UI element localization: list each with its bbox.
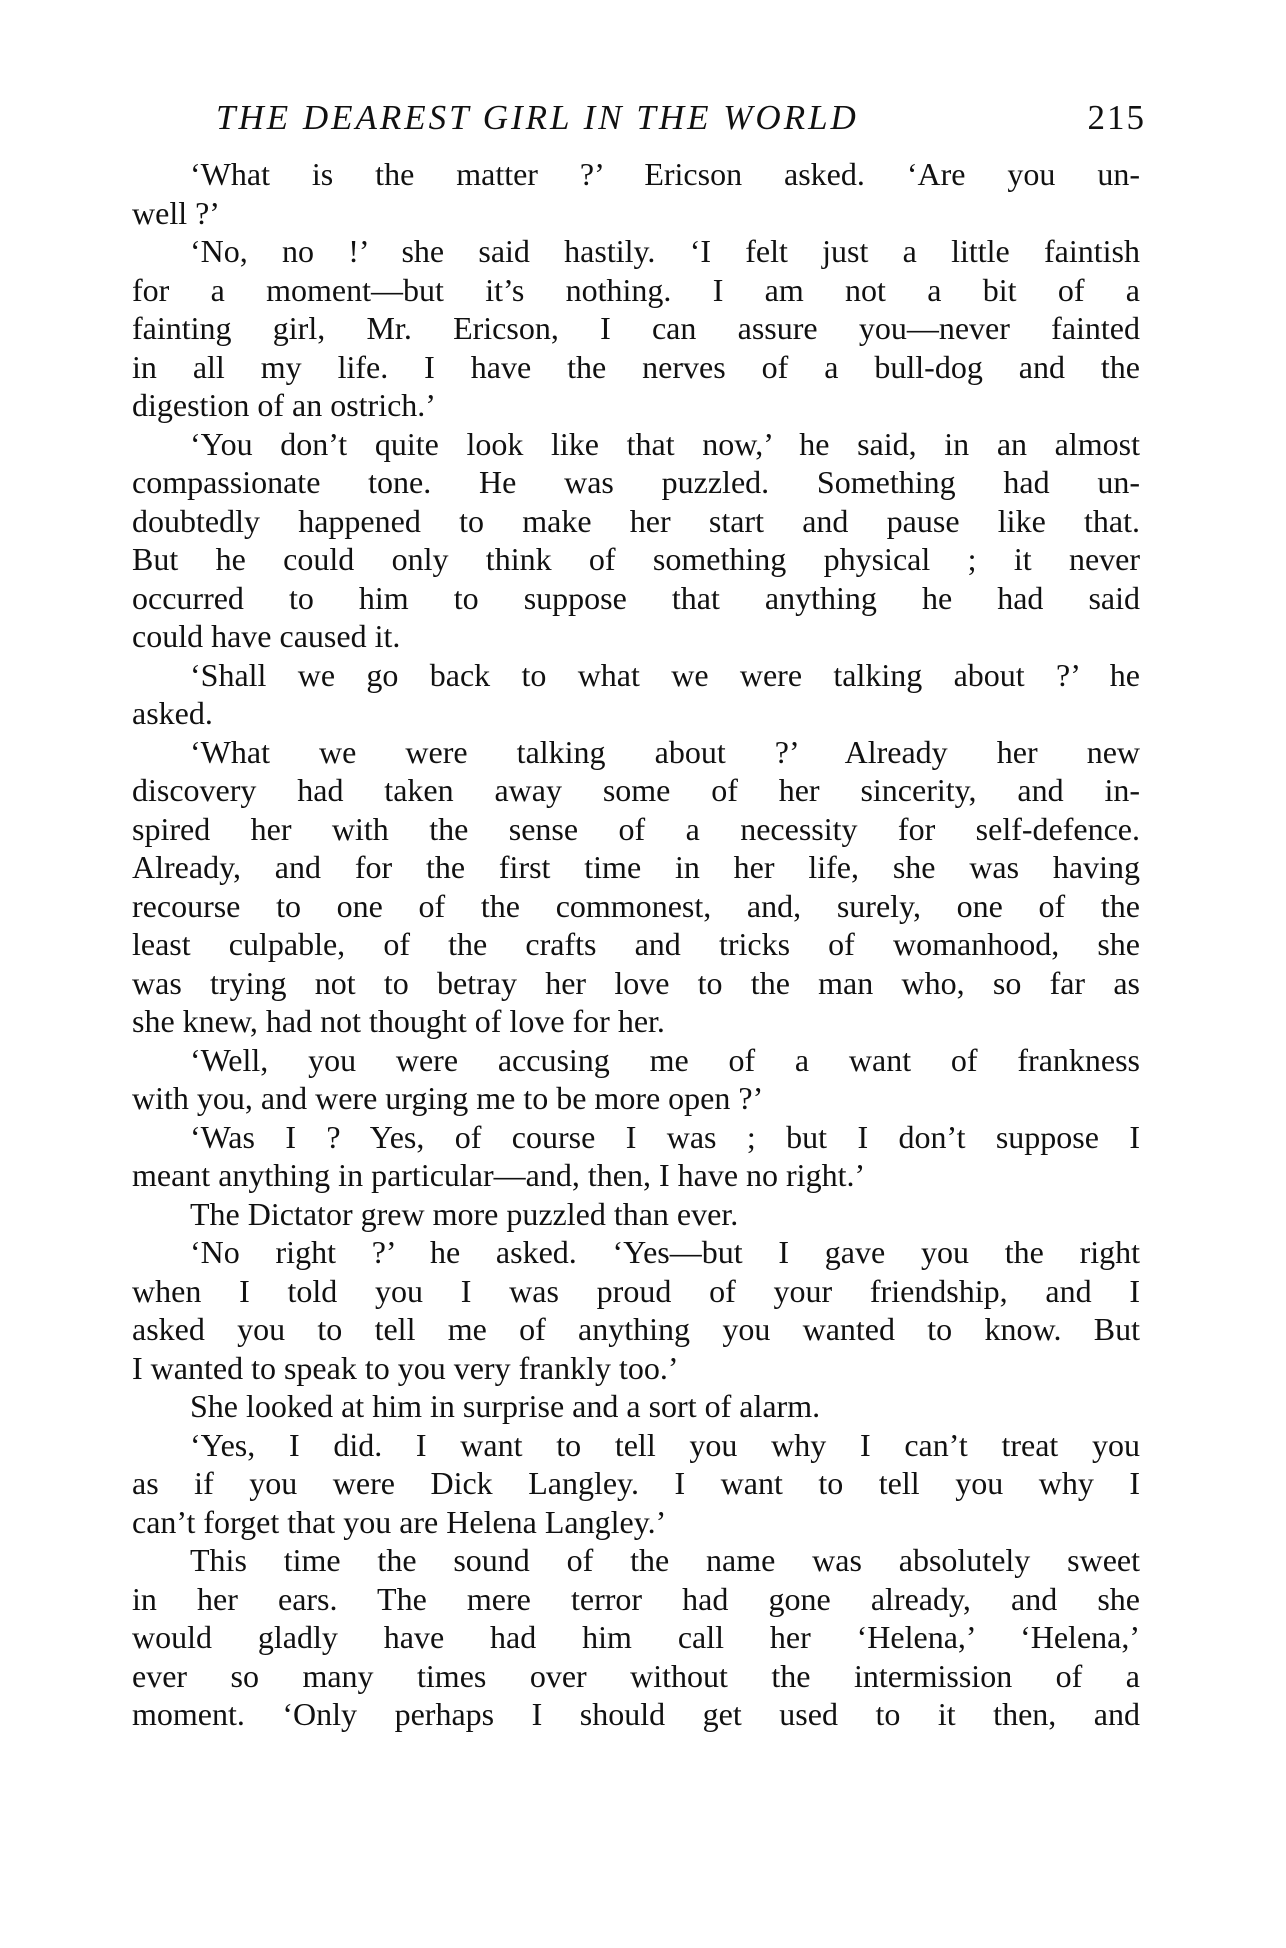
text-line: meant anything in particular—and, then, I have no right.’ bbox=[132, 1157, 866, 1193]
text-line: when I told you I was proud of your friendship, and I bbox=[132, 1272, 1140, 1309]
text-line: ‘Shall we go back to what we were talking about ?’ he bbox=[190, 656, 1140, 693]
text-line: least culpable, of the crafts and tricks of womanhood, she bbox=[132, 926, 1140, 962]
text-line: well ?’ bbox=[132, 194, 220, 231]
text-line: Already, and for the first time in her life, she was having bbox=[132, 849, 1140, 885]
text-line: doubtedly happened to make her start and pause like that. bbox=[132, 502, 1140, 539]
text-line: ‘No, no !’ she said hastily. ‘I felt just a little faintish bbox=[190, 233, 1140, 269]
text-line: fainting girl, Mr. Ericson, I can assure you—never fainted bbox=[132, 310, 1140, 346]
text-line: for a moment—but it’s nothing. I am not a bit of a bbox=[132, 271, 1140, 308]
text-line: ‘What is the matter ?’ Ericson asked. ‘Are you un- bbox=[190, 156, 1140, 192]
text-line: in her ears. The mere terror had gone already, and she bbox=[132, 1580, 1140, 1617]
text-line: as if you were Dick Langley. I want to tell you why I bbox=[132, 1465, 1140, 1501]
text-line: ‘What we were talking about ?’ Already her new bbox=[190, 733, 1140, 770]
text-line: asked. bbox=[132, 695, 213, 731]
text-line: ‘No right ?’ he asked. ‘Yes—but I gave you the right bbox=[190, 1234, 1140, 1270]
text-line: would gladly have had him call her ‘Helena,’ ‘Helena,’ bbox=[132, 1619, 1140, 1655]
text-line: But he could only think of something physical ; it never bbox=[132, 541, 1140, 577]
text-line: This time the sound of the name was absolutely sweet bbox=[190, 1542, 1140, 1578]
text-line: compassionate tone. He was puzzled. Something had un- bbox=[132, 464, 1140, 500]
text-line: ‘Well, you were accusing me of a want of frankness bbox=[190, 1041, 1140, 1078]
text-line: recourse to one of the commonest, and, surely, one of the bbox=[132, 887, 1140, 924]
text-line: ‘Yes, I did. I want to tell you why I can’t treat you bbox=[190, 1426, 1140, 1463]
text-line: ever so many times over without the intermission of a bbox=[132, 1657, 1140, 1694]
text-line: occurred to him to suppose that anything he had said bbox=[132, 579, 1140, 616]
body-text bbox=[132, 155, 1140, 1734]
text-line: digestion of an ostrich.’ bbox=[132, 387, 436, 423]
text-line: in all my life. I have the nerves of a bull-dog and the bbox=[132, 348, 1140, 385]
text-line: with you, and were urging me to be more open ?’ bbox=[132, 1080, 764, 1116]
page-header bbox=[216, 96, 1146, 140]
text-line: can’t forget that you are Helena Langley.’ bbox=[132, 1503, 667, 1540]
text-line: was trying not to betray her love to the man who, so far as bbox=[132, 964, 1140, 1001]
text-line: She looked at him in surprise and a sort of alarm. bbox=[190, 1388, 821, 1424]
text-line: I wanted to speak to you very frankly too.’ bbox=[132, 1349, 679, 1386]
text-line: asked you to tell me of anything you wanted to know. But bbox=[132, 1311, 1140, 1347]
text-line: could have caused it. bbox=[132, 618, 401, 654]
text-line: ‘Was I ? Yes, of course I was ; but I don’t suppose I bbox=[190, 1118, 1140, 1155]
text-line: spired her with the sense of a necessity for self-defence. bbox=[132, 810, 1140, 847]
text-line: she knew, had not thought of love for her. bbox=[132, 1003, 665, 1039]
text-line: ‘You don’t quite look like that now,’ he said, in an almost bbox=[190, 425, 1140, 462]
text-line: The Dictator grew more puzzled than ever. bbox=[190, 1195, 739, 1232]
running-title: THE DEAREST GIRL IN THE WORLD bbox=[216, 98, 859, 137]
text-line: discovery had taken away some of her sincerity, and in- bbox=[132, 772, 1140, 808]
page-number: 215 bbox=[1087, 98, 1146, 137]
text-line: moment. ‘Only perhaps I should get used to it then, and bbox=[132, 1696, 1140, 1732]
